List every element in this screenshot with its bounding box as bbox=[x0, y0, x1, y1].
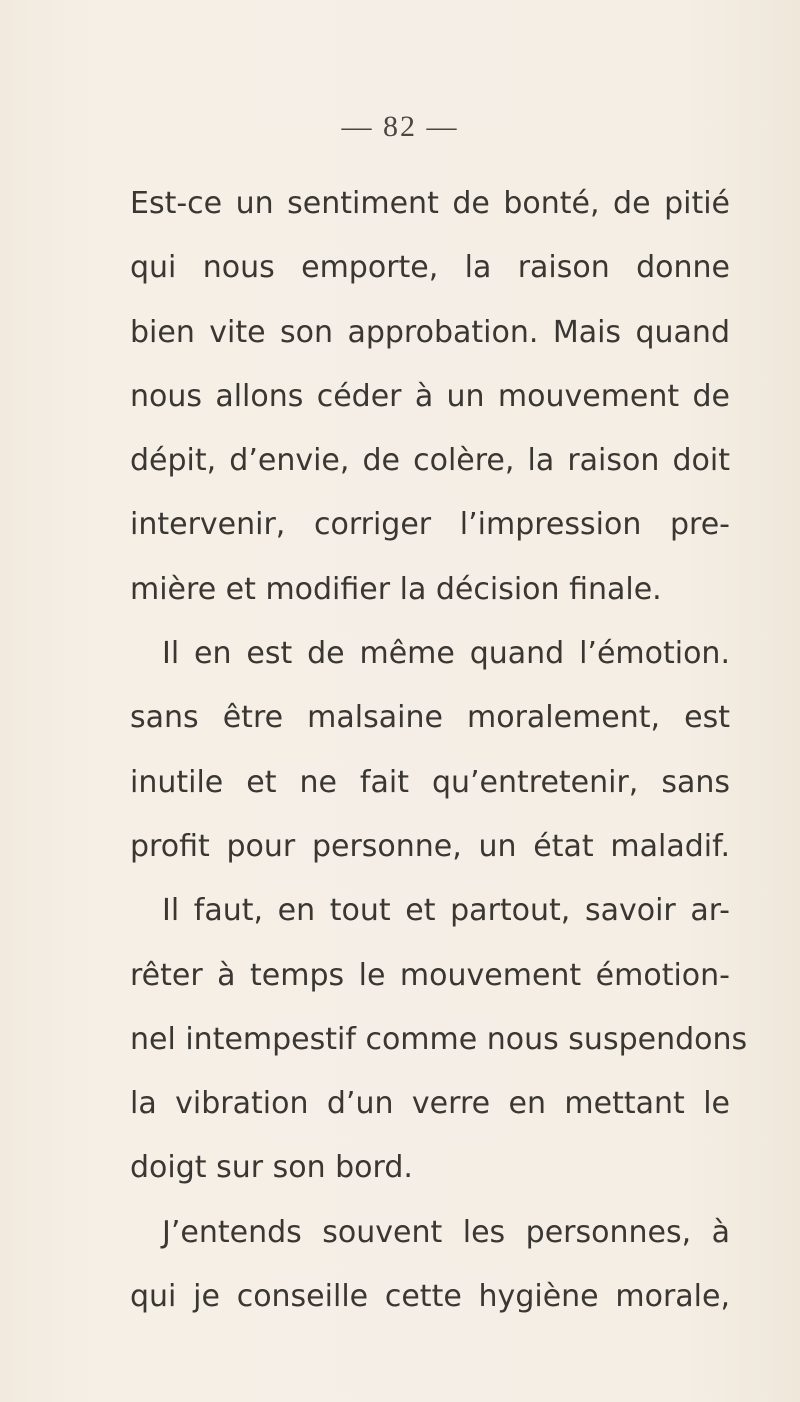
text-line: nel intempestif comme nous suspendons bbox=[130, 1021, 748, 1057]
text-line: Il faut, en tout et partout, savoir ar- bbox=[162, 893, 730, 929]
body-text bbox=[130, 184, 748, 1341]
text-line: J’entends souvent les personnes, à bbox=[162, 1214, 730, 1250]
text-line: intervenir, corriger l’impression pre- bbox=[130, 507, 730, 543]
text-line: Est-ce un sentiment de bonté, de pitié bbox=[130, 186, 730, 221]
text-line: la vibration d’un verre en mettant le bbox=[130, 1086, 730, 1122]
text-line: qui je conseille cette hygiène morale, bbox=[130, 1279, 730, 1315]
text-line: nous allons céder à un mouvement de bbox=[130, 378, 730, 414]
text-line: profit pour personne, un état maladif. bbox=[130, 828, 730, 864]
text-line: rêter à temps le mouvement émotion- bbox=[130, 957, 730, 993]
text-line: bien vite son approbation. Mais quand bbox=[130, 314, 730, 350]
text-line: qui nous emporte, la raison donne bbox=[130, 250, 730, 286]
text-line: mière et modifier la décision finale. bbox=[130, 571, 662, 607]
text-line: Il en est de même quand l’émotion. bbox=[162, 636, 730, 672]
text-line: doigt sur son bord. bbox=[130, 1150, 413, 1186]
page-number: — 82 — bbox=[341, 110, 459, 143]
text-line: sans être malsaine moralement, est bbox=[130, 700, 730, 736]
text-line: inutile et ne fait qu’entretenir, sans bbox=[130, 764, 730, 800]
text-line: dépit, d’envie, de colère, la raison doit bbox=[130, 443, 730, 479]
